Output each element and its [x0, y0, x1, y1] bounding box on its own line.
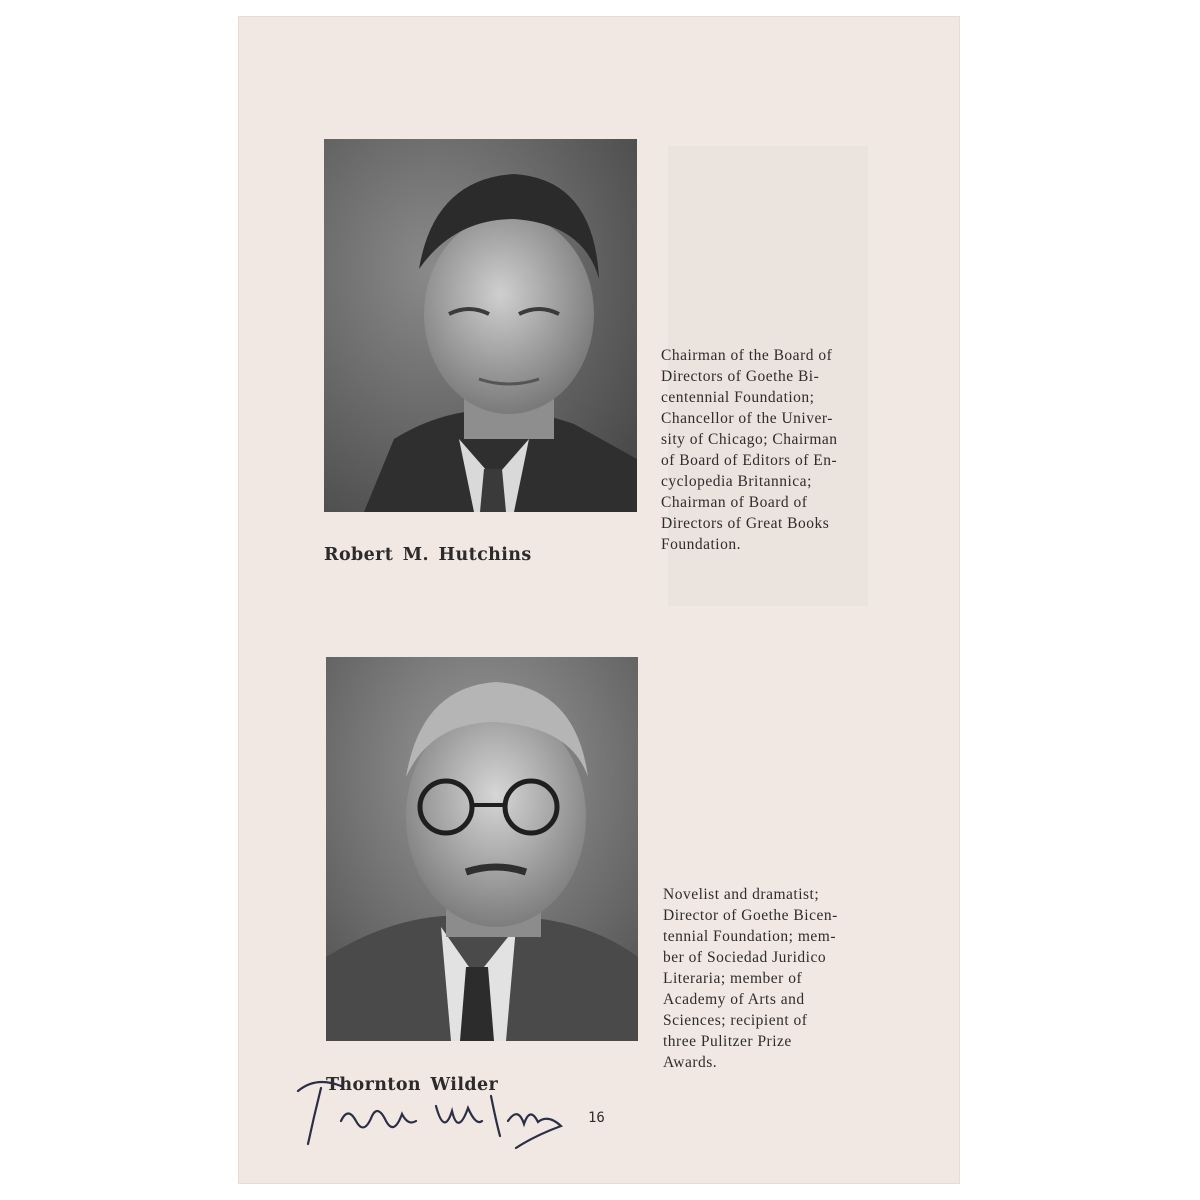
portrait-photo-wilder: [326, 657, 638, 1041]
bio-line: cyclopedia Britannica;: [661, 473, 812, 490]
person-name: Thornton Wilder: [326, 1075, 499, 1095]
bio-line: of Board of Editors of En-: [661, 452, 838, 469]
bio-line: three Pulitzer Prize: [663, 1033, 792, 1050]
handwritten-signature: [286, 1066, 586, 1156]
portrait-photo-hutchins: [324, 139, 637, 512]
person-name: Robert M. Hutchins: [324, 545, 532, 565]
program-page: [238, 16, 960, 1184]
bio-line: Directors of Great Books: [661, 515, 830, 532]
bio-line: Chancellor of the Univer-: [661, 410, 833, 427]
page-number: 16: [588, 1110, 605, 1126]
bio-line: Awards.: [663, 1054, 718, 1071]
bio-line: Literaria; member of: [663, 970, 803, 987]
portrait-photo-icon: [326, 657, 638, 1041]
bio-line: Academy of Arts and: [663, 991, 805, 1008]
person-bio: [663, 884, 838, 1073]
bio-line: Director of Goethe Bicen-: [663, 907, 838, 924]
bio-line: Novelist and dramatist;: [663, 886, 820, 903]
bio-line: centennial Foundation;: [661, 389, 815, 406]
bio-line: Foundation.: [661, 536, 741, 553]
bio-line: Chairman of the Board of: [661, 347, 833, 364]
bio-line: ber of Sociedad Juridico: [663, 949, 827, 966]
portrait-photo-icon: [324, 139, 637, 512]
bio-line: sity of Chicago; Chairman: [661, 431, 838, 448]
person-bio: [661, 345, 838, 555]
bio-line: Directors of Goethe Bi-: [661, 368, 820, 385]
bio-line: tennial Foundation; mem-: [663, 928, 837, 945]
bio-line: Chairman of Board of: [661, 494, 808, 511]
bio-line: Sciences; recipient of: [663, 1012, 808, 1029]
